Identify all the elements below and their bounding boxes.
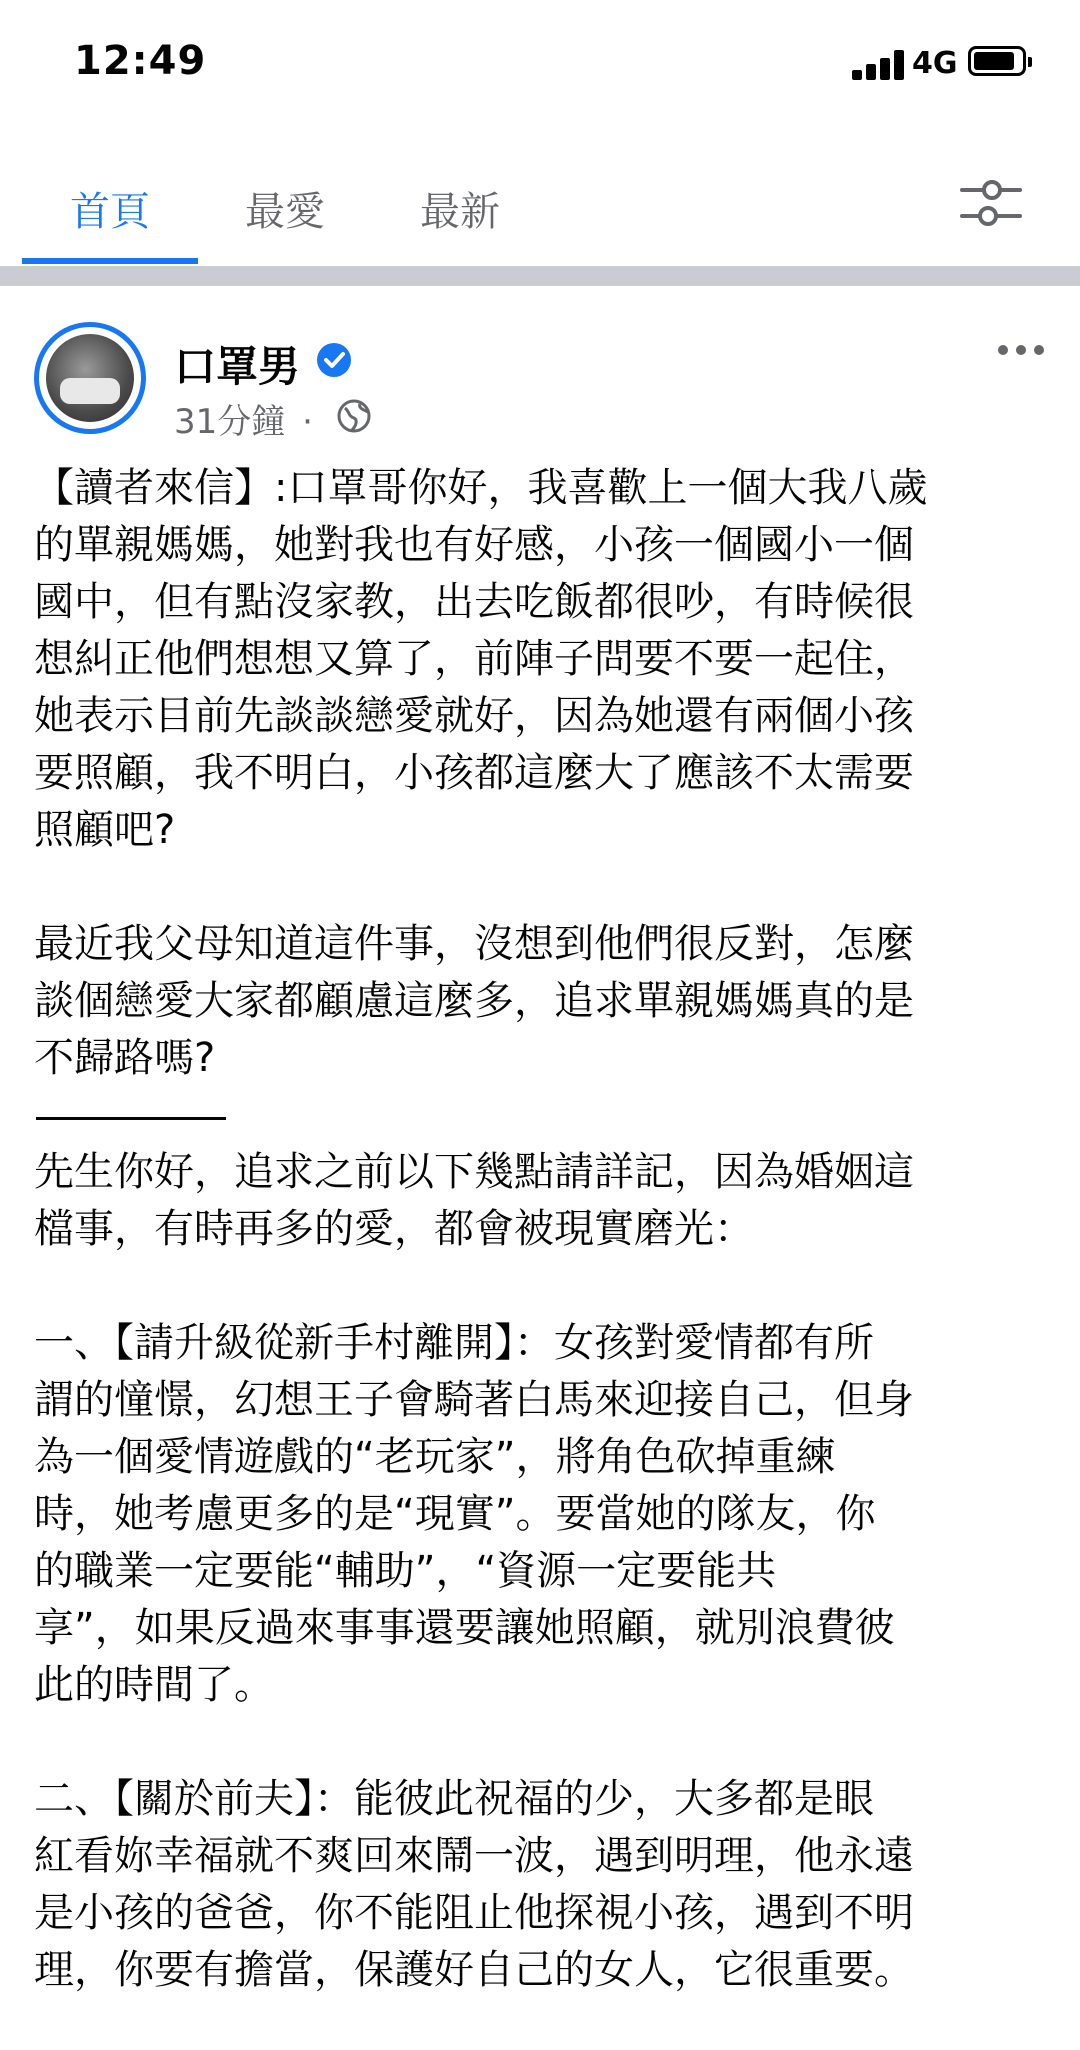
active-tab-indicator [22, 258, 198, 264]
post-text-line: 的單親媽媽，她對我也有好感，小孩一個國小一個 [34, 522, 914, 568]
post-text-line: 不歸路嗎? [34, 1035, 216, 1081]
post-text-line: 為一個愛情遊戲的“老玩家”，將角色砍掉重練 [34, 1434, 836, 1480]
post-text-line: 她表示目前先談談戀愛就好，因為她還有兩個小孩 [34, 693, 914, 739]
post-text-line: 紅看妳幸福就不爽回來鬧一波，遇到明理，他永遠 [34, 1833, 914, 1879]
sliders-icon[interactable] [960, 178, 1022, 228]
post-text-line: 想糾正他們想想又算了，前陣子問要不要一起住， [34, 636, 914, 682]
text-separator-line [34, 1087, 1054, 1144]
post-author[interactable]: 口罩男 [174, 342, 301, 391]
post-text-line: 二、【關於前夫】：能彼此祝福的少，大多都是眼 [34, 1776, 874, 1822]
meta-separator: · [302, 402, 313, 442]
section-divider [0, 266, 1080, 286]
post-text-line: 是小孩的爸爸，你不能阻止他探視小孩，遇到不明 [34, 1890, 914, 1936]
post-text-line: 此的時間了。 [34, 1662, 274, 1708]
battery-icon [968, 46, 1026, 76]
status-bar [0, 0, 1080, 130]
post-text-line: 談個戀愛大家都顧慮這麼多，追求單親媽媽真的是 [34, 978, 914, 1024]
feed-tabs [0, 150, 1080, 264]
post-text-line: 國中，但有點沒家教，出去吃飯都很吵，有時候很 [34, 579, 914, 625]
post-text-line: 享”，如果反過來事事還要讓她照顧，就別浪費彼 [34, 1605, 895, 1651]
post-text-line: 最近我父母知道這件事，沒想到他們很反對，怎麼 [34, 921, 914, 967]
globe-icon [336, 398, 372, 434]
verified-check-icon [316, 342, 352, 378]
post-text-line: 照顧吧? [34, 807, 176, 853]
tab-recent[interactable]: 最新 [420, 189, 500, 235]
post-text-line: 理，你要有擔當，保護好自己的女人，它很重要。 [34, 1947, 914, 1993]
post-body [34, 460, 1054, 1999]
post-text-line: 檔事，有時再多的愛，都會被現實磨光： [34, 1206, 754, 1252]
blank-line [34, 859, 1054, 916]
signal-icon [852, 50, 906, 80]
tab-home[interactable]: 首頁 [70, 189, 150, 235]
post-meta [174, 394, 313, 443]
post-time[interactable]: 31分鐘 [174, 402, 286, 442]
post-text-line: 一、【請升級從新手村離開】：女孩對愛情都有所 [34, 1320, 874, 1366]
avatar[interactable] [34, 322, 146, 434]
post-text-line: 先生你好，追求之前以下幾點請詳記，因為婚姻這 [34, 1149, 914, 1195]
blank-line [34, 1714, 1054, 1771]
status-time: 12:49 [74, 38, 207, 84]
blank-line [34, 1258, 1054, 1315]
post-text-line: 的職業一定要能“輔助”，“資源一定要能共 [34, 1548, 777, 1594]
tab-favorites[interactable]: 最愛 [245, 189, 325, 235]
more-dots-icon[interactable] [996, 340, 1046, 360]
post-text-line: 時，她考慮更多的是“現實”。要當她的隊友，你 [34, 1491, 876, 1537]
network-label: 4G [912, 46, 958, 81]
post-text-line: 要照顧，我不明白，小孩都這麼大了應該不太需要 [34, 750, 914, 796]
post-text-line: 【讀者來信】:口罩哥你好，我喜歡上一個大我八歲 [34, 465, 928, 511]
post-text-line: 謂的憧憬，幻想王子會騎著白馬來迎接自己，但身 [34, 1377, 914, 1423]
